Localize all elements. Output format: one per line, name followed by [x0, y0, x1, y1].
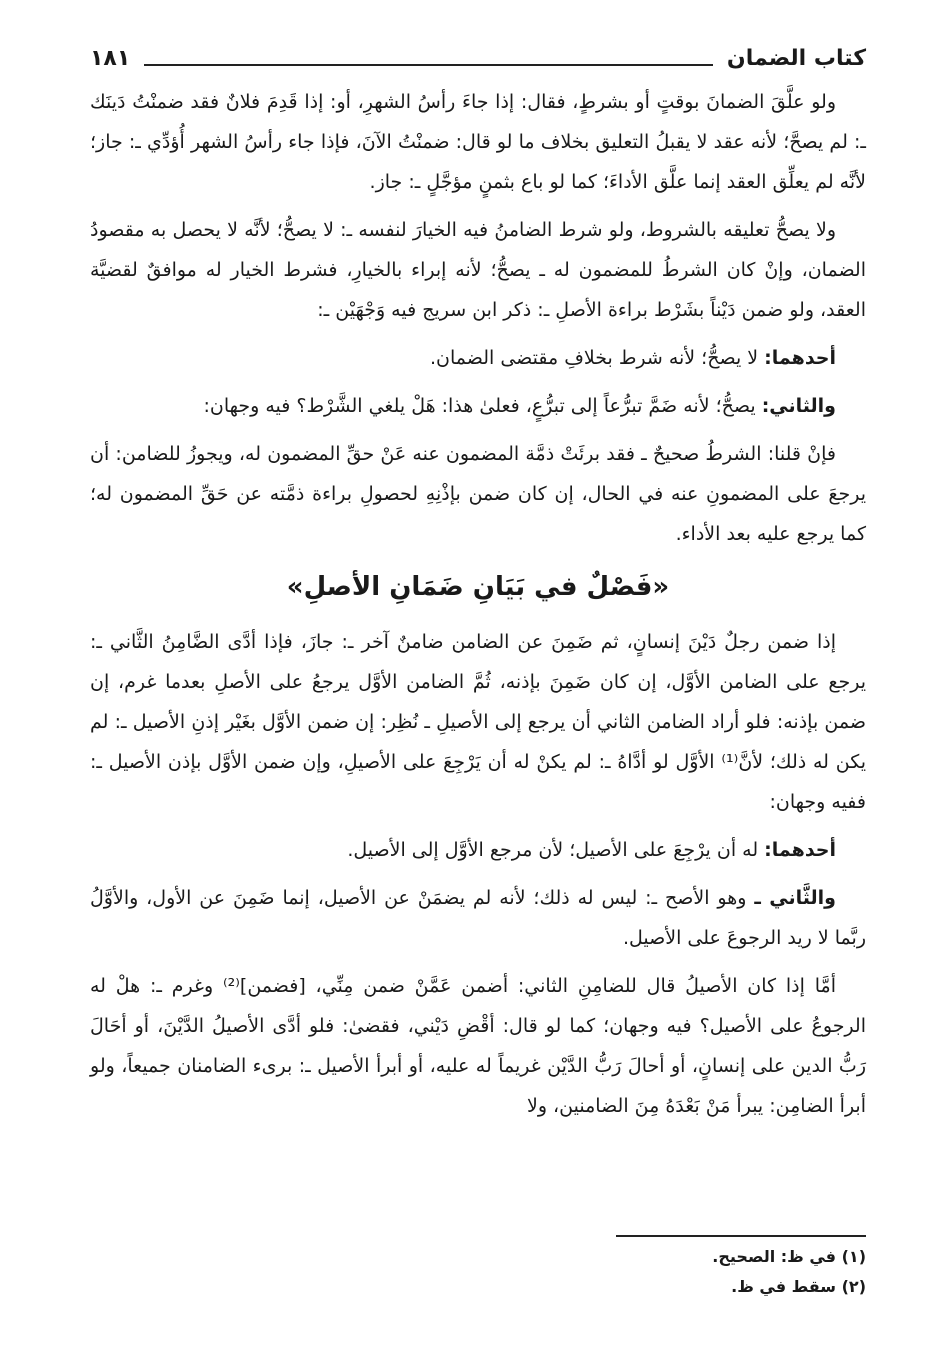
paragraph	[90, 830, 866, 870]
paragraph-text: أمَّا إذا كان الأصيلُ قال للضامِنِ الثاني: أضمن عَمَّنْ ضمن مِنِّي، [فضمن]⁽²⁾ وغرم ـ: هلْ له الرجوعُ على الأصيل؟ فيه وجهان؛ كما لو قال: أقْضِ دَيْني، فقضىٰ: فلو أدَّى الأصيلُ الدَّيْنَ، أو أحَالَ رَبُّ الدين على إنسانٍ، أو أحالَ رَبُّ الدَّيْن غريماً له عليه، أو أبرأ الأصيل ـ: برىء الضامنان جميعاً، ولو أبرأ الضامِن: يبرأ مَنْ بَعْدَهُ مِنَ الضامنين، ولا	[90, 975, 866, 1117]
footnotes	[90, 1242, 866, 1302]
paragraph-text: إذا ضمن رجلٌ دَيْنَ إنسانٍ، ثم ضَمِنَ عن الضامن ضامنٌ آخر ـ: جازَ، فإذا أدَّى الضَّامِنُ الثَّاني ـ: يرجع على الضامن الأوَّل، إن كان ضَمِنَ بإذنه، ثُمَّ الضامن الأوَّل يرجعُ على الأصلِ بعدما غرم، إن ضمن بإذنه: فلو أراد الضامن الثاني أن يرجع إلى الأصيلِ ـ نُظِر: إن ضمن الأوَّل بغَيْر إذنِ الأصيل ـ: لم يكن له ذلك؛ لأنَّ⁽¹⁾ الأوَّل لو أدَّاهُ ـ: لم يكنْ له أن يَرْجِعَ على الأصيلِ، وإن ضمن الأوَّل بإذن الأصيل ـ: ففيه وجهان:	[90, 631, 866, 813]
paragraph-text: له أن يرْجِعَ على الأصيل؛ لأن مرجع الأوَّل إلى الأصيل.	[347, 839, 765, 861]
footnote: (١) في ظ: الصحيح.	[712, 1247, 866, 1266]
paragraph-lead: والثاني:	[761, 395, 836, 417]
page-header	[90, 38, 866, 78]
paragraph	[90, 434, 866, 554]
paragraph	[90, 338, 866, 378]
footnote: (٢) سقط في ظ.	[731, 1277, 866, 1296]
running-title: كتاب الضمان	[726, 45, 866, 71]
page-body	[90, 82, 866, 1134]
page-number: ١٨١	[90, 45, 131, 71]
paragraph-lead: والثَّاني ـ	[754, 887, 836, 909]
footnote-rule	[616, 1235, 866, 1237]
paragraph	[90, 82, 866, 202]
paragraph-text: يصحُّ؛ لأنه ضَمَّ تبرُّعاً إلى تبرُّعٍ، فعلىٰ هذا: هَلْ يلغي الشَّرْط؟ فيه وجهان:	[203, 395, 762, 417]
paragraph-text: ولو علَّقَ الضمانَ بوقتٍ أو بشرطٍ، فقال: إذا جاءَ رأسُ الشهرِ، أو: إذا قَدِمَ فلانٌ فقد ضمنْتُ دَينَك ـ: لم يصحَّ؛ لأنه عقد لا يقبلُ التعليق بخلاف ما لو قال: ضمنْتُ الآنَ، فإذا جاء رأسُ الشهر أُؤدِّي ـ: جاز؛ لأنَّه لم يعلِّق العقد إنما علَّق الأداءَ؛ كما لو باع بثمنٍ مؤجَّلٍ ـ: جاز.	[90, 91, 866, 193]
paragraph	[90, 966, 866, 1126]
paragraph-text: ولا يصحُّ تعليقه بالشروط، ولو شرط الضامنُ فيه الخيارَ لنفسه ـ: لا يصحُّ؛ لأنَّه لا يحصل به مقصودُ الضمان، وإنْ كان الشرطُ للمضمون له ـ يصحُّ؛ لأنه إبراء بالخيارِ، فشرط الخيار له موافقٌ لقضيَّة العقد، ولو ضمن دَيْناً بشَرْط براءة الأصلِ ـ: ذكر ابن سريج فيه وَجْهَيْن ـ:	[90, 219, 866, 321]
paragraph	[90, 622, 866, 822]
section-heading: «فَصْلٌ في بَيَانِ ضَمَانِ الأصلِ»	[286, 572, 670, 602]
paragraph-lead: أحدهما:	[764, 839, 836, 861]
paragraph-text: لا يصحُّ؛ لأنه شرط بخلافِ مقتضى الضمان.	[429, 347, 765, 369]
paragraph	[90, 210, 866, 330]
paragraph-lead: أحدهما:	[764, 347, 836, 369]
paragraph	[90, 878, 866, 958]
paragraph-text: وهو الأصح ـ: ليس له ذلك؛ لأنه لم يضمَنْ عن الأصيل، إنما ضَمِنَ عن الأول، والأوَّلُ ربَّما لا ريد الرجوعَ على الأصيل.	[90, 887, 866, 949]
paragraph	[90, 386, 866, 426]
header-rule	[144, 64, 713, 66]
paragraph-text: فإنْ قلنا: الشرطُ صحيحٌ ـ فقد برئَتْ ذمَّة المضمون عنه عَنْ حقِّ المضمون له، ويجوزُ للضامن: أن يرجعَ على المضمونِ عنه في الحال، إن كان ضمن بإذْنِهِ لحصولِ براءة ذمَّته عن حَقِّ المضمون له؛ كما يرجع عليه بعد الأداء.	[90, 443, 866, 545]
